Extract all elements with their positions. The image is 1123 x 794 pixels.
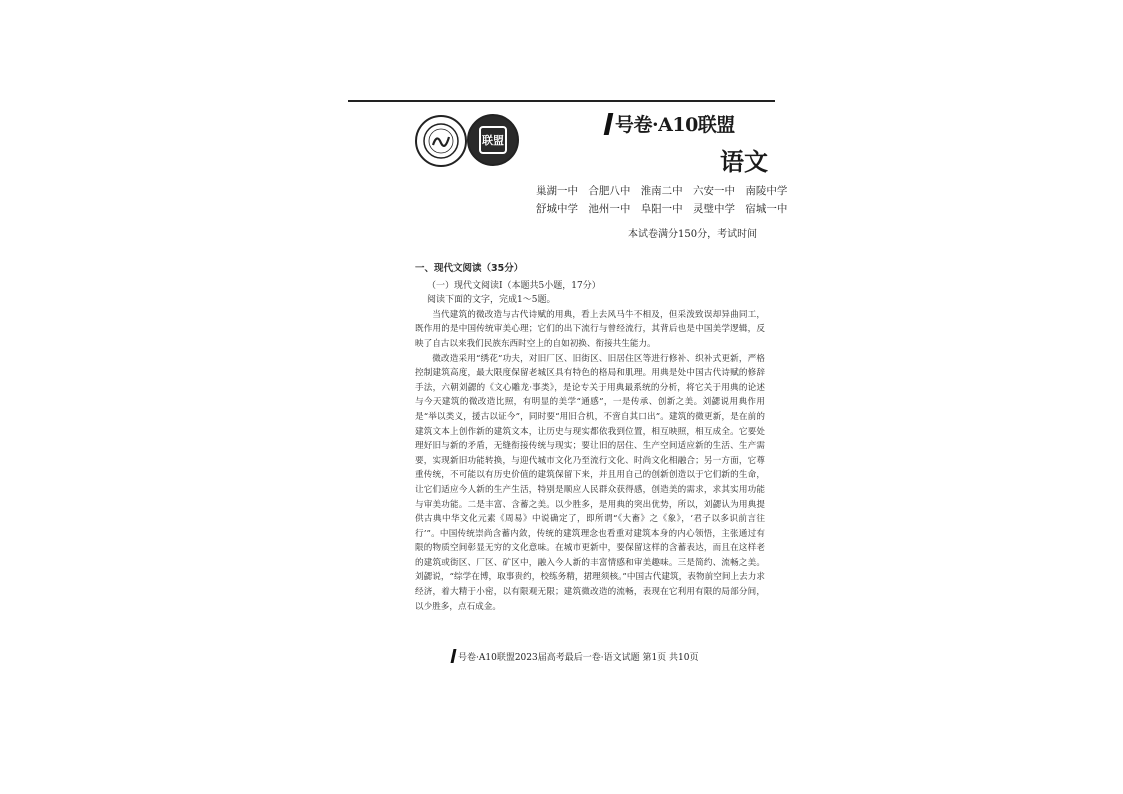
school-name: 阜阳一中 bbox=[640, 203, 683, 215]
brand-mark-icon bbox=[604, 113, 614, 135]
page-footer bbox=[452, 649, 732, 663]
sub-section-title: （一）现代文阅读Ⅰ（本题共5小题，17分） bbox=[427, 280, 601, 291]
paragraph: 当代建筑的微改造与古代诗赋的用典，看上去风马牛不相及，但采泼致误却异曲同工，既作用的是中国传统审美心理；它们的出下流行与曾经流行，其背后也是中国美学逻辑，反映了自古以来我们民族东西时空上的自如初换、衔接共生能力。 bbox=[415, 309, 765, 349]
school-name: 池州一中 bbox=[588, 203, 631, 215]
paragraph: 微改造采用“绣花”功夫，对旧厂区、旧街区、旧居住区等进行修补、织补式更新，严格控制建筑高度，最大限度保留老城区具有特色的格局和肌理。用典是处中国古代诗赋的修辞手法，六朝刘勰的《文心雕龙·事类》，是论专关于用典最系统的分析，将它关于用典的论述与今天建筑的微改造比照，有明显的美学“通感”，一是传承、创新之美。刘勰说用典作用是“举以类义，援古以证今”，同时要“用旧合机，不啻自其口出”。建筑的微更新，是在前的建筑文本上创作新的建筑文本，让历史与现实都依我到位置，相互映照，相互成全。它要处理好旧与新的矛盾，无缝衔接传统与现实；要让旧的居住、生产空间适应新的生活、生产需要，实现新旧功能转换，与迎代城市文化乃至流行文化、时尚文化相融合；另一方面，它尊重传统，不可能以有历史价值的建筑保留下来，并且用自己的创新创造以于它们新的生命，让它们适应今人新的生产生活，特别是顺应人民群众获得感，创造美的需求，求其实用功能与审美功能。二是丰富、含蓄之美。以少胜多，是用典的突出优势，所以，刘勰认为用典提供古典中华文化元素《周易》中说确定了，即所谓“《大畜》之《象》，‘君子以多识前言往行’”。中国传统崇尚含蓄内敛，传统的建筑理念也看重对建筑本身的内心领悟，主张通过有限的物质空间彰显无穷的文化意味。在城市更新中，要保留这样的含蓄表达，而且在这样老的建筑或街区、厂区、矿区中，融入今人新的丰富情感和审美趣味。三是简约、流畅之美。刘勰说，“综学在博，取事贵约，校练务精，捃理须核。”中国古代建筑，表物前空间上去力求经济，着大精于小密，以有限观无限；建筑微改造的流畅，表现在它利用有限的局部分间，以少胜多，点石成金。 bbox=[415, 353, 765, 612]
school-list-row-2 bbox=[536, 201, 788, 216]
footer-brand-mark-icon bbox=[451, 649, 457, 663]
alliance-logo bbox=[467, 114, 519, 166]
exam-info: 本试卷满分150分，考试时间 bbox=[628, 229, 758, 240]
school-name: 合肥八中 bbox=[588, 185, 631, 197]
seal-emblem-icon bbox=[421, 121, 461, 161]
school-name: 舒城中学 bbox=[536, 203, 578, 215]
section-title: 一、现代文阅读（35分） bbox=[415, 263, 524, 274]
school-name: 南陵中学 bbox=[745, 185, 788, 197]
footer-text: 号卷·A10联盟2023届高考最后一卷·语文试题 第1页 共10页 bbox=[458, 653, 699, 663]
instruction-text: 阅读下面的文字，完成1～5题。 bbox=[427, 295, 556, 306]
school-name: 宿城一中 bbox=[745, 203, 788, 215]
school-name: 淮南二中 bbox=[640, 185, 683, 197]
subject-title: 语文 bbox=[720, 147, 768, 176]
school-name: 巢湖一中 bbox=[536, 185, 578, 197]
school-name: 六安一中 bbox=[693, 185, 736, 197]
school-name: 灵璧中学 bbox=[693, 203, 736, 215]
top-rule bbox=[348, 100, 775, 102]
reading-section bbox=[415, 262, 765, 614]
brand-title bbox=[606, 110, 766, 137]
alliance-logo-text: 联盟 bbox=[479, 126, 507, 154]
brand-text: 号卷·A10联盟 bbox=[615, 114, 735, 136]
school-seal-logo bbox=[415, 115, 467, 167]
school-list-row-1 bbox=[536, 183, 788, 198]
